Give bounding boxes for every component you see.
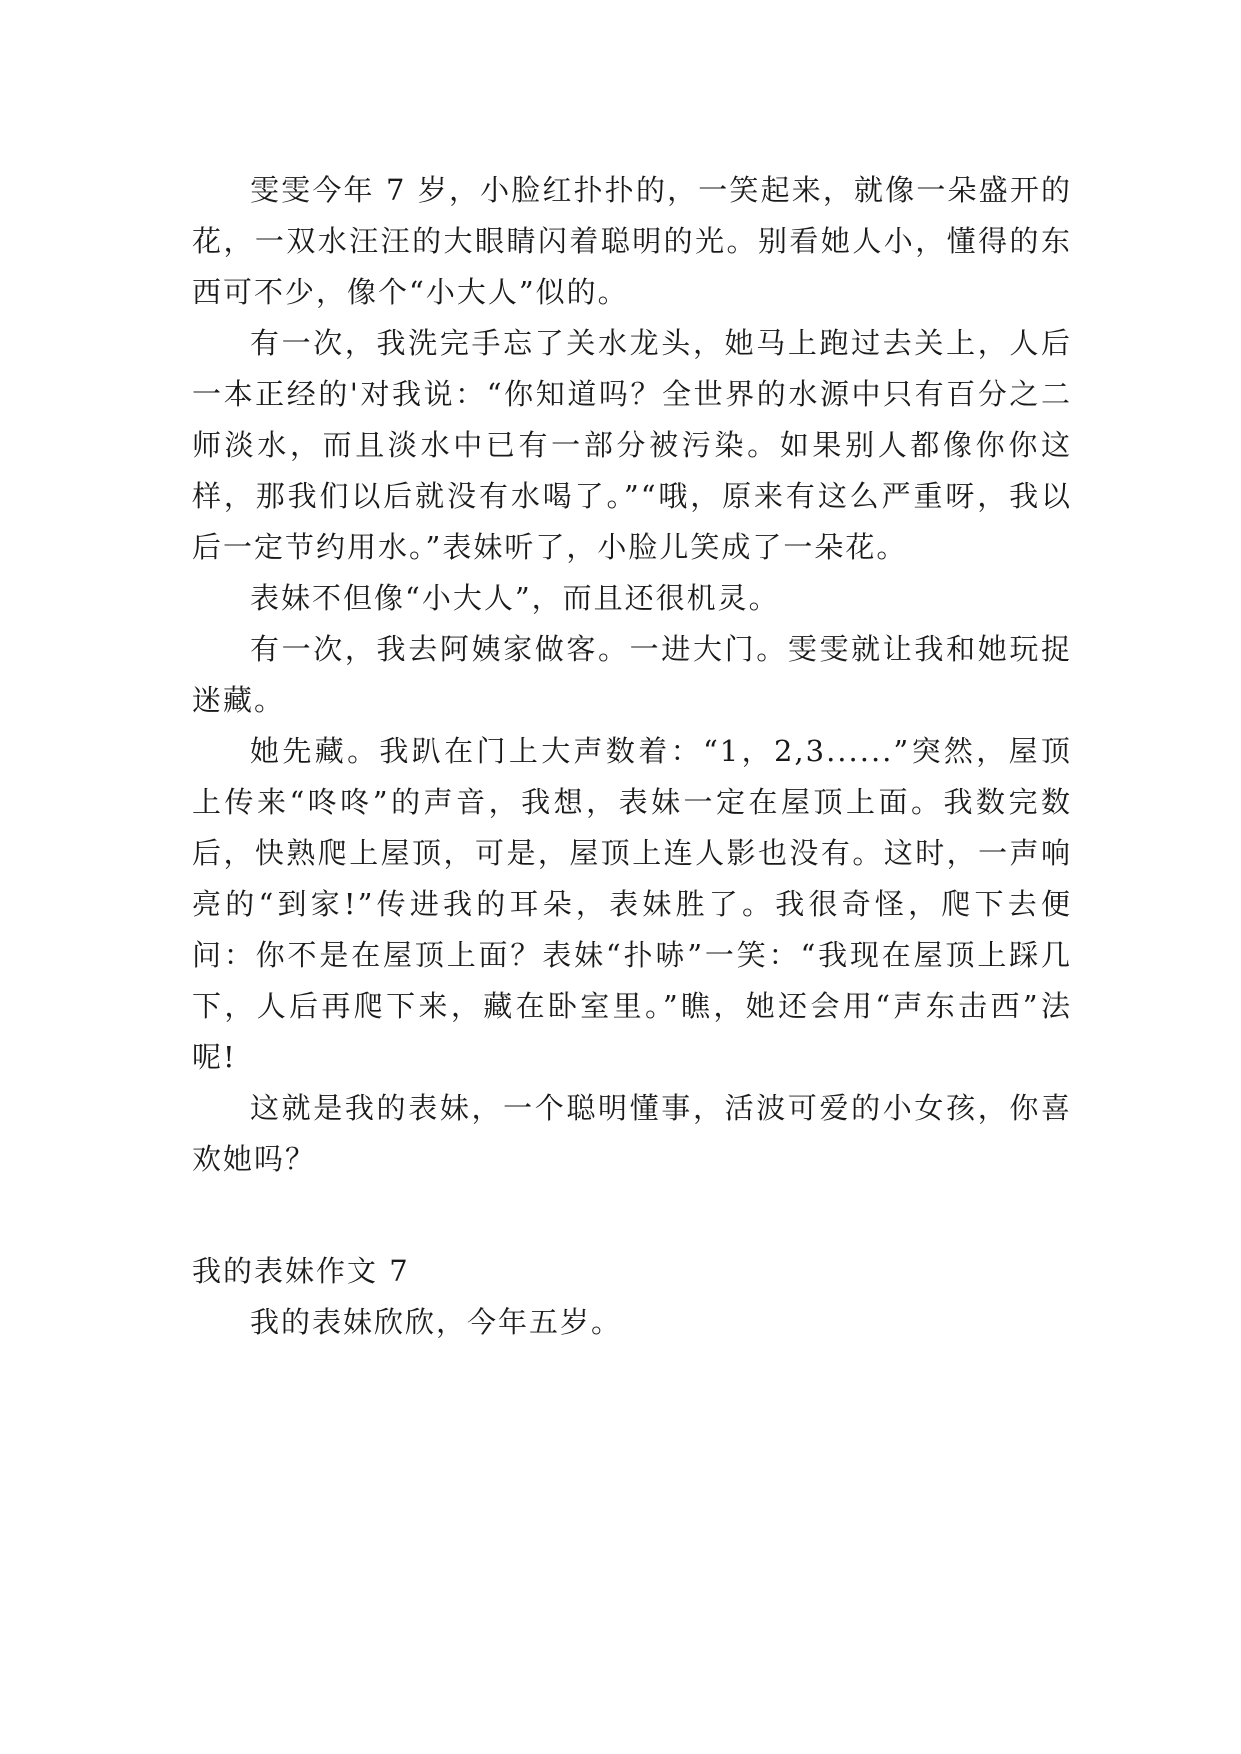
paragraph: 雯雯今年 7 岁，小脸红扑扑的，一笑起来，就像一朵盛开的花，一双水汪汪的大眼睛闪着聪明的光。别看她人小，懂得的东西可不少，像个“小大人”似的。 <box>192 173 1072 309</box>
section-title: 我的表妹作文 7 <box>192 1254 410 1288</box>
section-spacer <box>192 1185 1072 1246</box>
paragraph: 她先藏。我趴在门上大声数着：“1，2,3......”突然，屋顶上传来“咚咚”的声音，我想，表妹一定在屋顶上面。我数完数后，快熟爬上屋顶，可是，屋顶上连人影也没有。这时，一声响亮的“到家!”传进我的耳朵，表妹胜了。我很奇怪，爬下去便问：你不是在屋顶上面？表妹“扑哧”一笑：“我现在屋顶上踩几下，人后再爬下来，藏在卧室里。”瞧，她还会用“声东击西”法呢! <box>192 734 1072 1074</box>
paragraph: 表妹不但像“小大人”，而且还很机灵。 <box>250 581 780 615</box>
document-body <box>192 165 1072 1348</box>
paragraph: 这就是我的表妹，一个聪明懂事，活波可爱的小女孩，你喜欢她吗？ <box>192 1091 1072 1176</box>
paragraph: 我的表妹欣欣，今年五岁。 <box>250 1305 623 1339</box>
paragraph: 有一次，我去阿姨家做客。一进大门。雯雯就让我和她玩捉迷藏。 <box>192 632 1072 717</box>
paragraph: 有一次，我洗完手忘了关水龙头，她马上跑过去关上，人后一本正经的'对我说：“你知道吗？全世界的水源中只有百分之二师淡水，而且淡水中已有一部分被污染。如果别人都像你你这样，那我们以后就没有水喝了。”“哦，原来有这么严重呀，我以后一定节约用水。”表妹听了，小脸儿笑成了一朵花。 <box>192 326 1072 564</box>
